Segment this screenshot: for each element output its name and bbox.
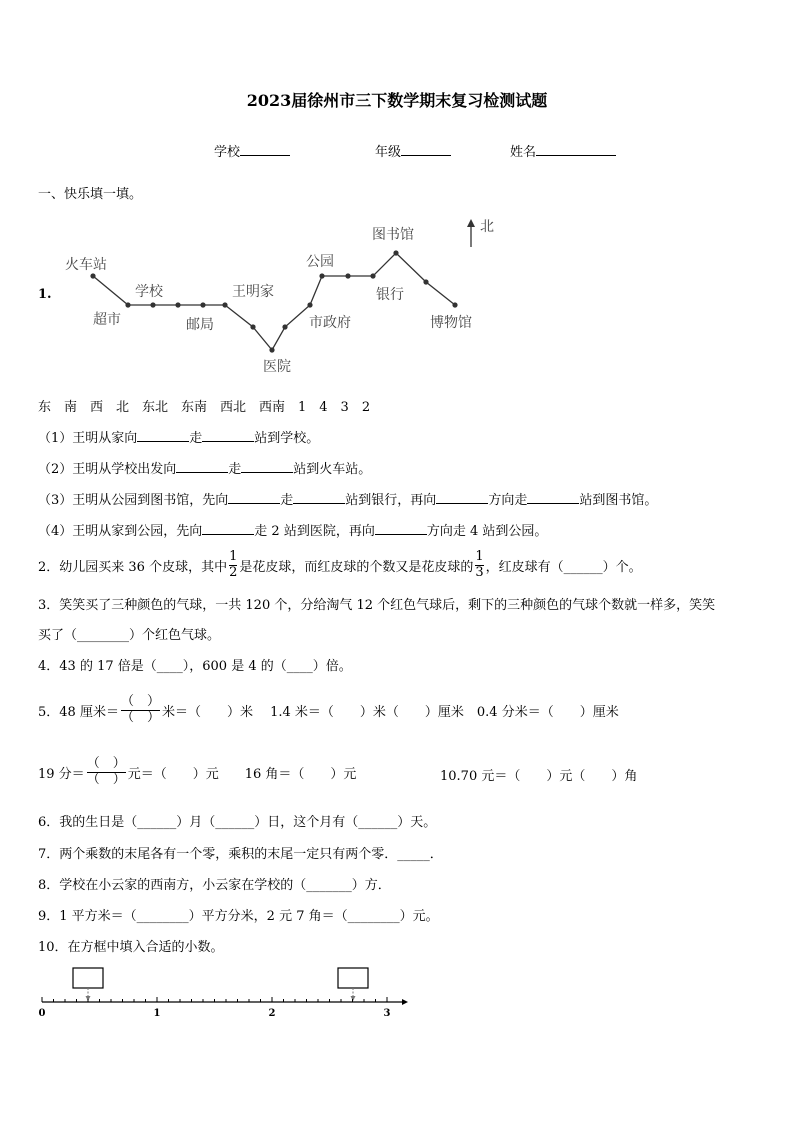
route-map [60, 212, 500, 382]
question-3-line2: 买了（________）个红色气球。 [38, 628, 221, 643]
q5-text-d: 元＝（ ）元 16 角＝（ ）元 [127, 766, 357, 782]
q1-part1-blank2[interactable] [202, 427, 254, 442]
place-museum: 博物馆 [430, 315, 472, 331]
fraction-one-half [229, 550, 237, 580]
place-post-office: 邮局 [186, 317, 214, 333]
q1-part3-blank3[interactable] [436, 489, 488, 504]
tick-label-0: 0 [38, 1008, 46, 1019]
school-blank[interactable] [240, 141, 290, 156]
q1-part3-blank4[interactable] [527, 489, 579, 504]
frac-numerator: 1 [475, 549, 484, 565]
q1-part1 [38, 427, 319, 446]
place-park: 公园 [306, 254, 334, 270]
q1-part4-blank1[interactable] [202, 520, 254, 535]
frac-numerator: （ ） [120, 694, 160, 710]
place-hospital: 医院 [263, 359, 291, 375]
question-5-line2 [38, 752, 356, 792]
tick-label-2: 2 [268, 1008, 276, 1019]
tick-label-1: 1 [153, 1008, 161, 1019]
q1-part1-text: （1）王明从家向 [38, 431, 138, 446]
section-heading: 一、快乐填一填。 [38, 187, 143, 202]
place-supermarket: 超市 [93, 312, 121, 328]
q1-part1-text2: 走 [189, 431, 203, 446]
q1-part2-text3: 站到火车站。 [293, 462, 372, 477]
fraction-blank[interactable] [121, 695, 160, 725]
grade-field [375, 141, 451, 160]
north-arrow-icon [467, 219, 475, 247]
page-title: 2023届徐州市三下数学期末复习检测试题 [246, 91, 548, 110]
q1-part4-text3: 方向走 4 站到公园。 [426, 524, 548, 539]
frac-numerator: 1 [229, 549, 238, 565]
q2-text-b: 是花皮球，而红皮球的个数又是花皮球的 [239, 559, 474, 575]
word-bank: 东 南 西 北 东北 东南 西北 西南 1 4 3 2 [38, 400, 371, 415]
grade-label: 年级 [375, 145, 402, 160]
grade-blank[interactable] [401, 141, 451, 156]
name-label: 姓名 [510, 145, 537, 160]
answer-box-2[interactable] [338, 968, 368, 988]
q1-part2-text: （2）王明从学校出发向 [38, 462, 177, 477]
place-wangming-home: 王明家 [232, 284, 274, 300]
q1-part2 [38, 458, 371, 477]
q1-part3-text3: 站到银行，再向 [345, 493, 437, 508]
place-library: 图书馆 [372, 227, 414, 243]
frac-numerator: （ ） [86, 756, 126, 772]
q1-part3-blank2[interactable] [293, 489, 345, 504]
q1-number: 1. [38, 287, 52, 302]
q1-part2-blank1[interactable] [176, 458, 228, 473]
question-8: 8．学校在小云家的西南方，小云家在学校的（_______）方． [38, 878, 391, 893]
q1-part3-text: （3）王明从公园到图书馆，先向 [38, 493, 229, 508]
q1-part3-blank1[interactable] [228, 489, 280, 504]
q2-text-c: ，红皮球有（______）个。 [485, 559, 642, 575]
q1-part3 [38, 489, 657, 508]
q1-part1-text3: 站到学校。 [254, 431, 320, 446]
q1-part4-text2: 走 2 站到医院，再向 [254, 524, 375, 539]
question-10: 10．在方框中填入合适的小数。 [38, 940, 224, 955]
q1-part2-text2: 走 [228, 462, 242, 477]
tick-label-3: 3 [383, 1008, 391, 1019]
frac-denominator: （ ） [120, 709, 160, 725]
q1-part3-text4: 方向走 [488, 493, 528, 508]
frac-denominator: 3 [475, 564, 484, 580]
q1-part4-text: （4）王明从家到公园，先向 [38, 524, 203, 539]
fraction-blank[interactable] [87, 757, 126, 787]
axis-arrow-icon [402, 999, 408, 1005]
school-field [214, 141, 290, 160]
frac-denominator: （ ） [86, 771, 126, 787]
question-4: 4．43 的 17 倍是（____），600 是 4 的（____）倍。 [38, 659, 352, 674]
place-train-station: 火车站 [65, 257, 107, 273]
question-3-line1: 3．笑笑买了三种颜色的气球，一共 120 个，分给淘气 12 个红色气球后，剩下的三种颜色的气球个数就一样多，笑笑 [38, 598, 716, 613]
q5-text-c: 19 分＝ [38, 766, 85, 782]
north-label: 北 [480, 219, 494, 235]
question-5-line2-right: 10.70 元＝（ ）元（ ）角 [440, 769, 638, 784]
q5-text-b: 米＝（ ）米 1.4 米＝（ ）米（ ）厘米 0.4 分米＝（ ）厘米 [161, 704, 619, 720]
q1-part2-blank2[interactable] [241, 458, 293, 473]
q1-part1-blank1[interactable] [137, 427, 189, 442]
number-line [30, 960, 420, 1025]
question-5-line1 [38, 690, 619, 730]
question-2 [38, 547, 642, 583]
frac-denominator: 2 [229, 564, 238, 580]
question-6: 6．我的生日是（______）月（______）日，这个月有（______）天。 [38, 815, 437, 830]
place-school: 学校 [135, 284, 163, 300]
name-field [510, 141, 616, 160]
answer-box-1[interactable] [73, 968, 103, 988]
fraction-one-third [475, 550, 483, 580]
minor-ticks [42, 997, 387, 1002]
name-blank[interactable] [536, 141, 616, 156]
place-bank: 银行 [376, 287, 404, 303]
question-7: 7．两个乘数的末尾各有一个零，乘积的末尾一定只有两个零．_____． [38, 847, 443, 862]
q1-part4 [38, 520, 547, 539]
q2-text-a: 2．幼儿园买来 36 个皮球，其中 [38, 559, 228, 575]
q1-part3-text2: 走 [280, 493, 294, 508]
place-city-hall: 市政府 [309, 315, 351, 331]
q1-part3-text5: 站到图书馆。 [579, 493, 658, 508]
q1-part4-blank2[interactable] [375, 520, 427, 535]
q5-text-a: 5．48 厘米＝ [38, 704, 119, 720]
school-label: 学校 [214, 145, 241, 160]
question-9: 9．1 平方米＝（________）平方分米，2 元 7 角＝（________）元。 [38, 909, 439, 924]
